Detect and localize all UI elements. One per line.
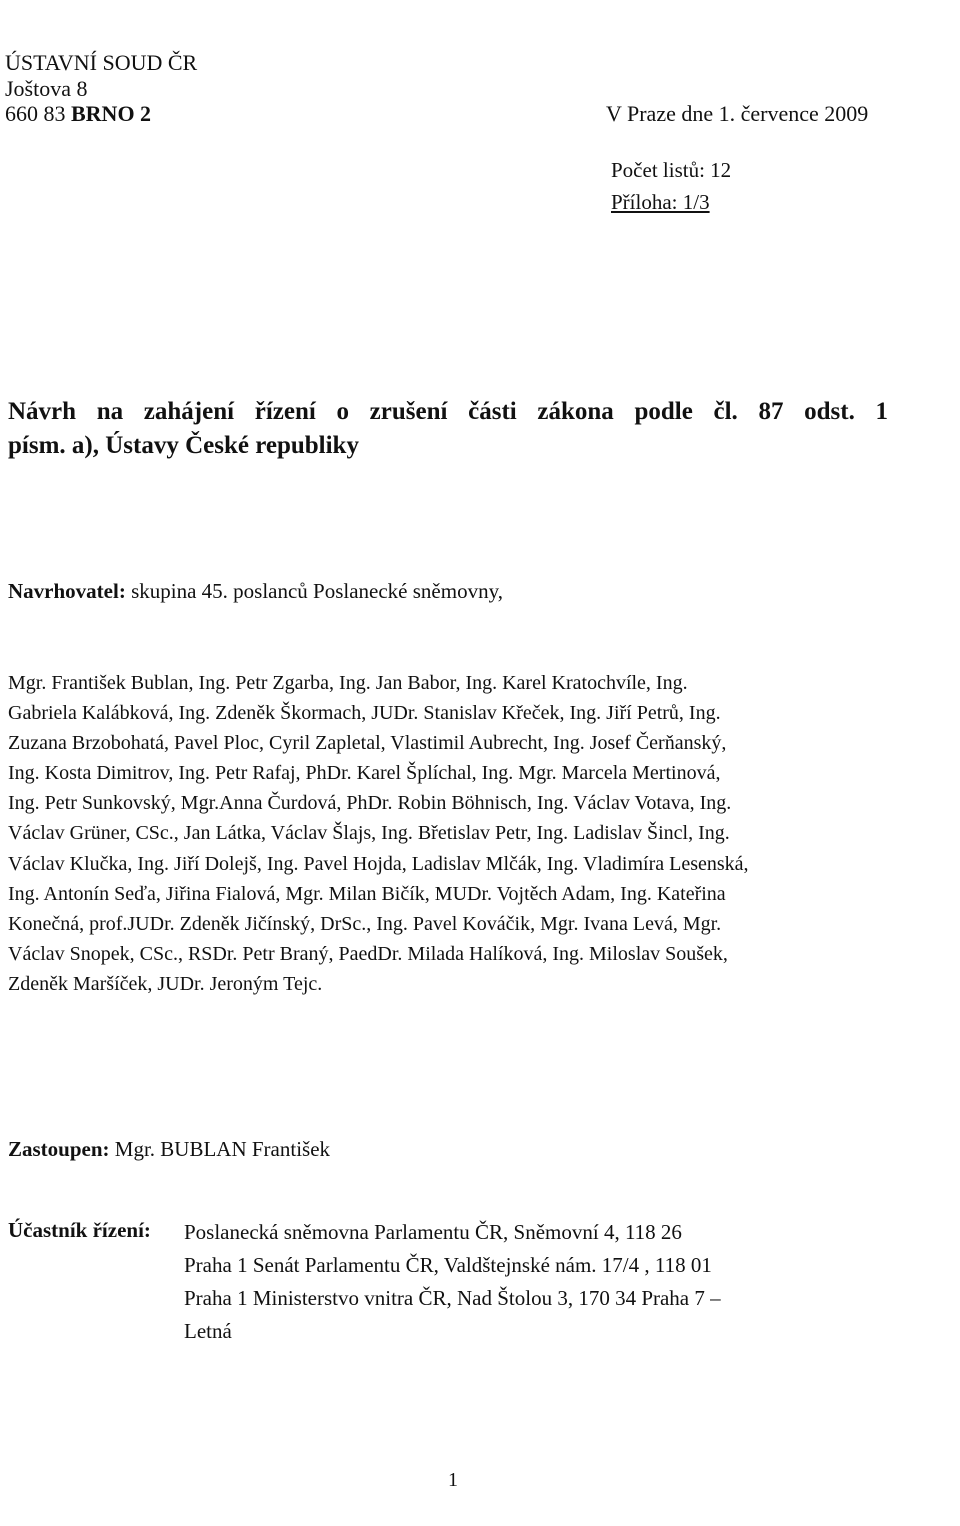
participant-line: Praha 1 Ministerstvo vnitra ČR, Nad Štolou 3, 170 34 Praha 7 – — [184, 1286, 721, 1310]
petitioner — [8, 578, 503, 604]
participant-list — [184, 1216, 721, 1348]
representative-label: Zastoupen: — [8, 1137, 110, 1161]
court-city: BRNO 2 — [71, 101, 152, 126]
petitioner-names — [8, 668, 892, 999]
petitioner-label: Navrhovatel: — [8, 579, 126, 603]
representative-value: Mgr. BUBLAN František — [114, 1137, 331, 1161]
names-line: Mgr. František Bublan, Ing. Petr Zgarba, Ing. Jan Babor, Ing. Karel Kratochvíle, Ing. — [8, 672, 688, 694]
names-line: Zuzana Brzobohatá, Pavel Ploc, Cyril Zapletal, Vlastimil Aubrecht, Ing. Josef Čerňanský, — [8, 732, 727, 755]
title-line-2: písm. a), Ústavy České republiky — [8, 432, 359, 459]
names-line: Ing. Antonín Seďa, Jiřina Fialová, Mgr. Milan Bičík, MUDr. Vojtěch Adam, Ing. Kateřina — [8, 882, 726, 905]
court-city-line — [5, 101, 151, 127]
page-count: Počet listů: 12 — [611, 158, 732, 182]
attachment-count: Příloha: 1/3 — [611, 190, 710, 214]
page-number: 1 — [448, 1469, 458, 1491]
participant-line: Poslanecká sněmovna Parlamentu ČR, Sněmovní 4, 118 26 — [184, 1220, 682, 1244]
petitioner-value: skupina 45. poslanců Poslanecké sněmovny, — [131, 579, 503, 603]
names-line: Václav Grüner, CSc., Jan Látka, Václav Šlajs, Ing. Břetislav Petr, Ing. Ladislav Šincl, Ing. — [8, 822, 730, 845]
document-title — [8, 395, 888, 463]
participant-line: Praha 1 Senát Parlamentu ČR, Valdštejnské nám. 17/4 , 118 01 — [184, 1253, 712, 1277]
names-line: Václav Snopek, CSc., RSDr. Petr Braný, PaedDr. Milada Halíková, Ing. Miloslav Soušek, — [8, 942, 728, 965]
court-street: Joštova 8 — [5, 76, 88, 101]
names-line: Zdeněk Maršíček, JUDr. Jeroným Tejc. — [8, 972, 323, 995]
postal-code: 660 83 — [5, 101, 66, 126]
participant-line: Letná — [184, 1319, 232, 1343]
names-line: Ing. Petr Sunkovský, Mgr.Anna Čurdová, PhDr. Robin Böhnisch, Ing. Václav Votava, Ing. — [8, 792, 732, 815]
court-name: ÚSTAVNÍ SOUD ČR — [5, 50, 198, 75]
participant-label: Účastník řízení: — [8, 1218, 151, 1242]
names-line: Ing. Kosta Dimitrov, Ing. Petr Rafaj, PhDr. Karel Šplíchal, Ing. Mgr. Marcela Mertinová, — [8, 762, 721, 785]
representative — [8, 1136, 330, 1162]
names-line: Gabriela Kalábková, Ing. Zdeněk Škormach, JUDr. Stanislav Křeček, Ing. Jiří Petrů, Ing. — [8, 702, 721, 725]
names-line: Konečná, prof.JUDr. Zdeněk Jičínský, DrSc., Ing. Pavel Kováčik, Mgr. Ivana Levá, Mgr. — [8, 912, 722, 935]
names-line: Václav Klučka, Ing. Jiří Dolejš, Ing. Pavel Hojda, Ladislav Mlčák, Ing. Vladimíra Lesenská, — [8, 852, 749, 875]
title-line-1: Návrh na zahájení řízení o zrušení části zákona podle čl. 87 odst. 1 — [8, 398, 888, 425]
document-date: V Praze dne 1. července 2009 — [606, 101, 869, 126]
